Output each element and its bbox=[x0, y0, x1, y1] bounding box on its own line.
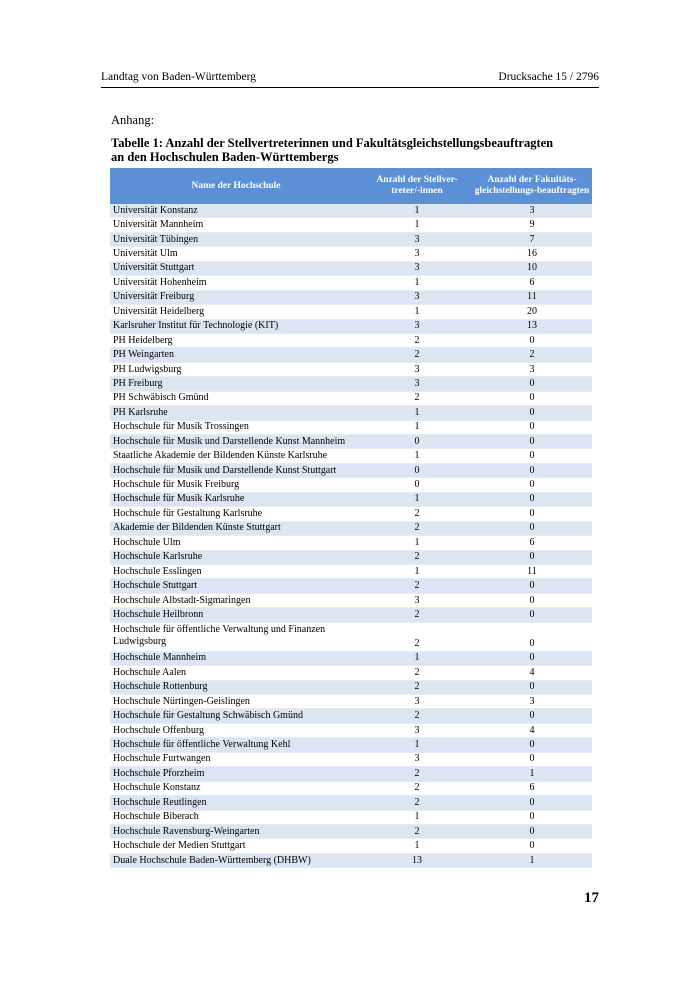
table-row bbox=[110, 579, 592, 593]
column-header-deputies: Anzahl der Stellver-treter/-innen bbox=[362, 168, 472, 204]
cell-deputies: 2 bbox=[362, 709, 472, 723]
cell-deputies: 1 bbox=[362, 218, 472, 232]
cell-institution: Universität Freiburg bbox=[110, 290, 362, 304]
cell-institution: Hochschule Ravensburg-Weingarten bbox=[110, 824, 362, 838]
caption-line-1: Tabelle 1: Anzahl der Stellvertreterinnen und Fakultätsgleichstellungsbeauftragten bbox=[111, 136, 554, 150]
cell-deputies: 2 bbox=[362, 550, 472, 564]
cell-institution: Hochschule Esslingen bbox=[110, 564, 362, 578]
table-row bbox=[110, 420, 592, 434]
cell-faculty-officers: 0 bbox=[472, 752, 592, 766]
table-body bbox=[110, 204, 592, 868]
cell-institution: Hochschule Stuttgart bbox=[110, 579, 362, 593]
page-header bbox=[101, 71, 599, 88]
cell-institution: Universität Hohenheim bbox=[110, 276, 362, 290]
cell-institution: Hochschule für öffentliche Verwaltung und Finanzen Ludwigsburg bbox=[110, 622, 362, 651]
table-row bbox=[110, 564, 592, 578]
cell-faculty-officers: 11 bbox=[472, 290, 592, 304]
cell-deputies: 1 bbox=[362, 449, 472, 463]
table-row bbox=[110, 478, 592, 492]
cell-faculty-officers: 13 bbox=[472, 319, 592, 333]
cell-institution: PH Heidelberg bbox=[110, 333, 362, 347]
table-row bbox=[110, 204, 592, 218]
cell-faculty-officers: 6 bbox=[472, 536, 592, 550]
table-row bbox=[110, 781, 592, 795]
cell-faculty-officers: 0 bbox=[472, 810, 592, 824]
cell-faculty-officers: 0 bbox=[472, 839, 592, 853]
cell-deputies: 2 bbox=[362, 391, 472, 405]
cell-deputies: 1 bbox=[362, 420, 472, 434]
table-row bbox=[110, 695, 592, 709]
cell-faculty-officers: 6 bbox=[472, 781, 592, 795]
cell-deputies: 3 bbox=[362, 723, 472, 737]
cell-faculty-officers: 0 bbox=[472, 449, 592, 463]
cell-deputies: 0 bbox=[362, 478, 472, 492]
cell-faculty-officers: 3 bbox=[472, 362, 592, 376]
cell-deputies: 2 bbox=[362, 781, 472, 795]
cell-faculty-officers: 0 bbox=[472, 463, 592, 477]
cell-institution: Hochschule für Musik und Darstellende Kunst Mannheim bbox=[110, 435, 362, 449]
cell-deputies: 1 bbox=[362, 406, 472, 420]
table-row bbox=[110, 247, 592, 261]
cell-deputies: 1 bbox=[362, 651, 472, 665]
table-row bbox=[110, 362, 592, 376]
table-row bbox=[110, 810, 592, 824]
cell-institution: Hochschule für Musik Karlsruhe bbox=[110, 492, 362, 506]
cell-faculty-officers: 1 bbox=[472, 767, 592, 781]
cell-institution: Universität Mannheim bbox=[110, 218, 362, 232]
cell-deputies: 3 bbox=[362, 695, 472, 709]
cell-institution: Hochschule der Medien Stuttgart bbox=[110, 839, 362, 853]
cell-institution: Universität Stuttgart bbox=[110, 261, 362, 275]
cell-faculty-officers: 0 bbox=[472, 478, 592, 492]
cell-deputies: 1 bbox=[362, 839, 472, 853]
cell-faculty-officers: 0 bbox=[472, 521, 592, 535]
cell-deputies: 0 bbox=[362, 435, 472, 449]
cell-institution: Hochschule Nürtingen-Geislingen bbox=[110, 695, 362, 709]
cell-faculty-officers: 0 bbox=[472, 579, 592, 593]
table-row bbox=[110, 492, 592, 506]
cell-faculty-officers: 0 bbox=[472, 796, 592, 810]
cell-deputies: 3 bbox=[362, 232, 472, 246]
cell-institution: Hochschule für Gestaltung Karlsruhe bbox=[110, 507, 362, 521]
cell-deputies: 2 bbox=[362, 796, 472, 810]
cell-deputies: 1 bbox=[362, 492, 472, 506]
cell-faculty-officers: 0 bbox=[472, 824, 592, 838]
cell-institution: Hochschule Ulm bbox=[110, 536, 362, 550]
table-row bbox=[110, 680, 592, 694]
table-row bbox=[110, 406, 592, 420]
cell-faculty-officers: 0 bbox=[472, 622, 592, 651]
table-row bbox=[110, 666, 592, 680]
cell-institution: Hochschule Rottenburg bbox=[110, 680, 362, 694]
table-row bbox=[110, 593, 592, 607]
cell-deputies: 1 bbox=[362, 204, 472, 218]
cell-faculty-officers: 6 bbox=[472, 276, 592, 290]
cell-faculty-officers: 4 bbox=[472, 723, 592, 737]
table-row bbox=[110, 853, 592, 867]
cell-deputies: 3 bbox=[362, 362, 472, 376]
table-row bbox=[110, 507, 592, 521]
cell-deputies: 2 bbox=[362, 824, 472, 838]
table-row bbox=[110, 290, 592, 304]
cell-institution: PH Ludwigsburg bbox=[110, 362, 362, 376]
cell-institution: Hochschule Pforzheim bbox=[110, 767, 362, 781]
cell-faculty-officers: 0 bbox=[472, 738, 592, 752]
table-row bbox=[110, 377, 592, 391]
data-table bbox=[110, 168, 592, 868]
cell-deputies: 2 bbox=[362, 521, 472, 535]
cell-faculty-officers: 0 bbox=[472, 333, 592, 347]
table-row bbox=[110, 232, 592, 246]
cell-faculty-officers: 20 bbox=[472, 305, 592, 319]
cell-faculty-officers: 0 bbox=[472, 593, 592, 607]
annex-label: Anhang: bbox=[111, 113, 155, 127]
cell-faculty-officers: 0 bbox=[472, 377, 592, 391]
table-row bbox=[110, 709, 592, 723]
cell-institution: Universität Ulm bbox=[110, 247, 362, 261]
table-row bbox=[110, 261, 592, 275]
cell-deputies: 3 bbox=[362, 247, 472, 261]
cell-deputies: 2 bbox=[362, 348, 472, 362]
header-parliament: Landtag von Baden-Württemberg bbox=[101, 71, 256, 83]
cell-deputies: 1 bbox=[362, 276, 472, 290]
cell-deputies: 3 bbox=[362, 593, 472, 607]
cell-institution: PH Weingarten bbox=[110, 348, 362, 362]
table-row bbox=[110, 824, 592, 838]
table-row bbox=[110, 463, 592, 477]
column-header-name: Name der Hochschule bbox=[110, 168, 362, 204]
cell-institution: Hochschule für öffentliche Verwaltung Kehl bbox=[110, 738, 362, 752]
cell-faculty-officers: 0 bbox=[472, 608, 592, 622]
cell-faculty-officers: 10 bbox=[472, 261, 592, 275]
table-row bbox=[110, 839, 592, 853]
table-row bbox=[110, 622, 592, 651]
cell-deputies: 3 bbox=[362, 290, 472, 304]
table-row bbox=[110, 333, 592, 347]
table-row bbox=[110, 752, 592, 766]
cell-faculty-officers: 0 bbox=[472, 492, 592, 506]
cell-deputies: 13 bbox=[362, 853, 472, 867]
table-row bbox=[110, 767, 592, 781]
cell-deputies: 3 bbox=[362, 377, 472, 391]
cell-institution: Duale Hochschule Baden-Württemberg (DHBW) bbox=[110, 853, 362, 867]
cell-faculty-officers: 0 bbox=[472, 651, 592, 665]
table-row bbox=[110, 738, 592, 752]
cell-institution: Hochschule Offenburg bbox=[110, 723, 362, 737]
cell-institution: Universität Heidelberg bbox=[110, 305, 362, 319]
cell-institution: Staatliche Akademie der Bildenden Künste Karlsruhe bbox=[110, 449, 362, 463]
cell-institution: Hochschule Aalen bbox=[110, 666, 362, 680]
cell-deputies: 0 bbox=[362, 463, 472, 477]
cell-institution: Hochschule Albstadt-Sigmaringen bbox=[110, 593, 362, 607]
cell-institution: PH Freiburg bbox=[110, 377, 362, 391]
cell-institution: Hochschule Mannheim bbox=[110, 651, 362, 665]
page-number: 17 bbox=[584, 890, 599, 906]
cell-faculty-officers: 0 bbox=[472, 435, 592, 449]
cell-institution: Hochschule für Musik Trossingen bbox=[110, 420, 362, 434]
table-row bbox=[110, 435, 592, 449]
column-header-faculty-officers: Anzahl der Fakultäts-gleichstellungs-beauftragten bbox=[472, 168, 592, 204]
table-row bbox=[110, 319, 592, 333]
cell-institution: Hochschule Karlsruhe bbox=[110, 550, 362, 564]
cell-deputies: 2 bbox=[362, 333, 472, 347]
table-row bbox=[110, 796, 592, 810]
cell-institution: Hochschule Reutlingen bbox=[110, 796, 362, 810]
cell-institution: PH Karlsruhe bbox=[110, 406, 362, 420]
cell-faculty-officers: 9 bbox=[472, 218, 592, 232]
cell-institution: Karlsruher Institut für Technologie (KIT) bbox=[110, 319, 362, 333]
cell-institution: Hochschule Konstanz bbox=[110, 781, 362, 795]
cell-deputies: 1 bbox=[362, 738, 472, 752]
cell-institution: Hochschule für Musik Freiburg bbox=[110, 478, 362, 492]
cell-institution: Hochschule Heilbronn bbox=[110, 608, 362, 622]
table-row bbox=[110, 536, 592, 550]
cell-faculty-officers: 16 bbox=[472, 247, 592, 261]
cell-deputies: 2 bbox=[362, 680, 472, 694]
table-header-row bbox=[110, 168, 592, 204]
cell-faculty-officers: 0 bbox=[472, 406, 592, 420]
cell-institution: PH Schwäbisch Gmünd bbox=[110, 391, 362, 405]
table-row bbox=[110, 218, 592, 232]
cell-institution: Hochschule für Musik und Darstellende Kunst Stuttgart bbox=[110, 463, 362, 477]
cell-institution: Universität Tübingen bbox=[110, 232, 362, 246]
cell-faculty-officers: 0 bbox=[472, 507, 592, 521]
table-row bbox=[110, 608, 592, 622]
cell-deputies: 2 bbox=[362, 579, 472, 593]
cell-faculty-officers: 0 bbox=[472, 550, 592, 564]
cell-deputies: 2 bbox=[362, 507, 472, 521]
cell-deputies: 3 bbox=[362, 752, 472, 766]
cell-faculty-officers: 4 bbox=[472, 666, 592, 680]
table-row bbox=[110, 276, 592, 290]
cell-faculty-officers: 7 bbox=[472, 232, 592, 246]
cell-deputies: 2 bbox=[362, 666, 472, 680]
header-document-number: Drucksache 15 / 2796 bbox=[498, 71, 599, 83]
table-row bbox=[110, 391, 592, 405]
cell-institution: Akademie der Bildenden Künste Stuttgart bbox=[110, 521, 362, 535]
cell-faculty-officers: 0 bbox=[472, 420, 592, 434]
cell-deputies: 1 bbox=[362, 810, 472, 824]
cell-institution: Universität Konstanz bbox=[110, 204, 362, 218]
table-row bbox=[110, 305, 592, 319]
cell-faculty-officers: 3 bbox=[472, 695, 592, 709]
cell-institution: Hochschule für Gestaltung Schwäbisch Gmünd bbox=[110, 709, 362, 723]
cell-institution: Hochschule Furtwangen bbox=[110, 752, 362, 766]
table-row bbox=[110, 449, 592, 463]
cell-deputies: 3 bbox=[362, 261, 472, 275]
cell-deputies: 2 bbox=[362, 622, 472, 651]
caption-line-2: an den Hochschulen Baden-Württembergs bbox=[111, 150, 339, 164]
cell-institution: Hochschule Biberach bbox=[110, 810, 362, 824]
table-row bbox=[110, 521, 592, 535]
cell-faculty-officers: 3 bbox=[472, 204, 592, 218]
cell-deputies: 1 bbox=[362, 305, 472, 319]
table-row bbox=[110, 348, 592, 362]
cell-deputies: 1 bbox=[362, 564, 472, 578]
table-row bbox=[110, 651, 592, 665]
cell-faculty-officers: 0 bbox=[472, 709, 592, 723]
cell-faculty-officers: 1 bbox=[472, 853, 592, 867]
table-caption bbox=[111, 136, 601, 164]
table-row bbox=[110, 550, 592, 564]
cell-faculty-officers: 0 bbox=[472, 391, 592, 405]
cell-deputies: 2 bbox=[362, 608, 472, 622]
cell-faculty-officers: 11 bbox=[472, 564, 592, 578]
cell-deputies: 2 bbox=[362, 767, 472, 781]
cell-faculty-officers: 2 bbox=[472, 348, 592, 362]
cell-deputies: 1 bbox=[362, 536, 472, 550]
cell-faculty-officers: 0 bbox=[472, 680, 592, 694]
cell-deputies: 3 bbox=[362, 319, 472, 333]
table-row bbox=[110, 723, 592, 737]
